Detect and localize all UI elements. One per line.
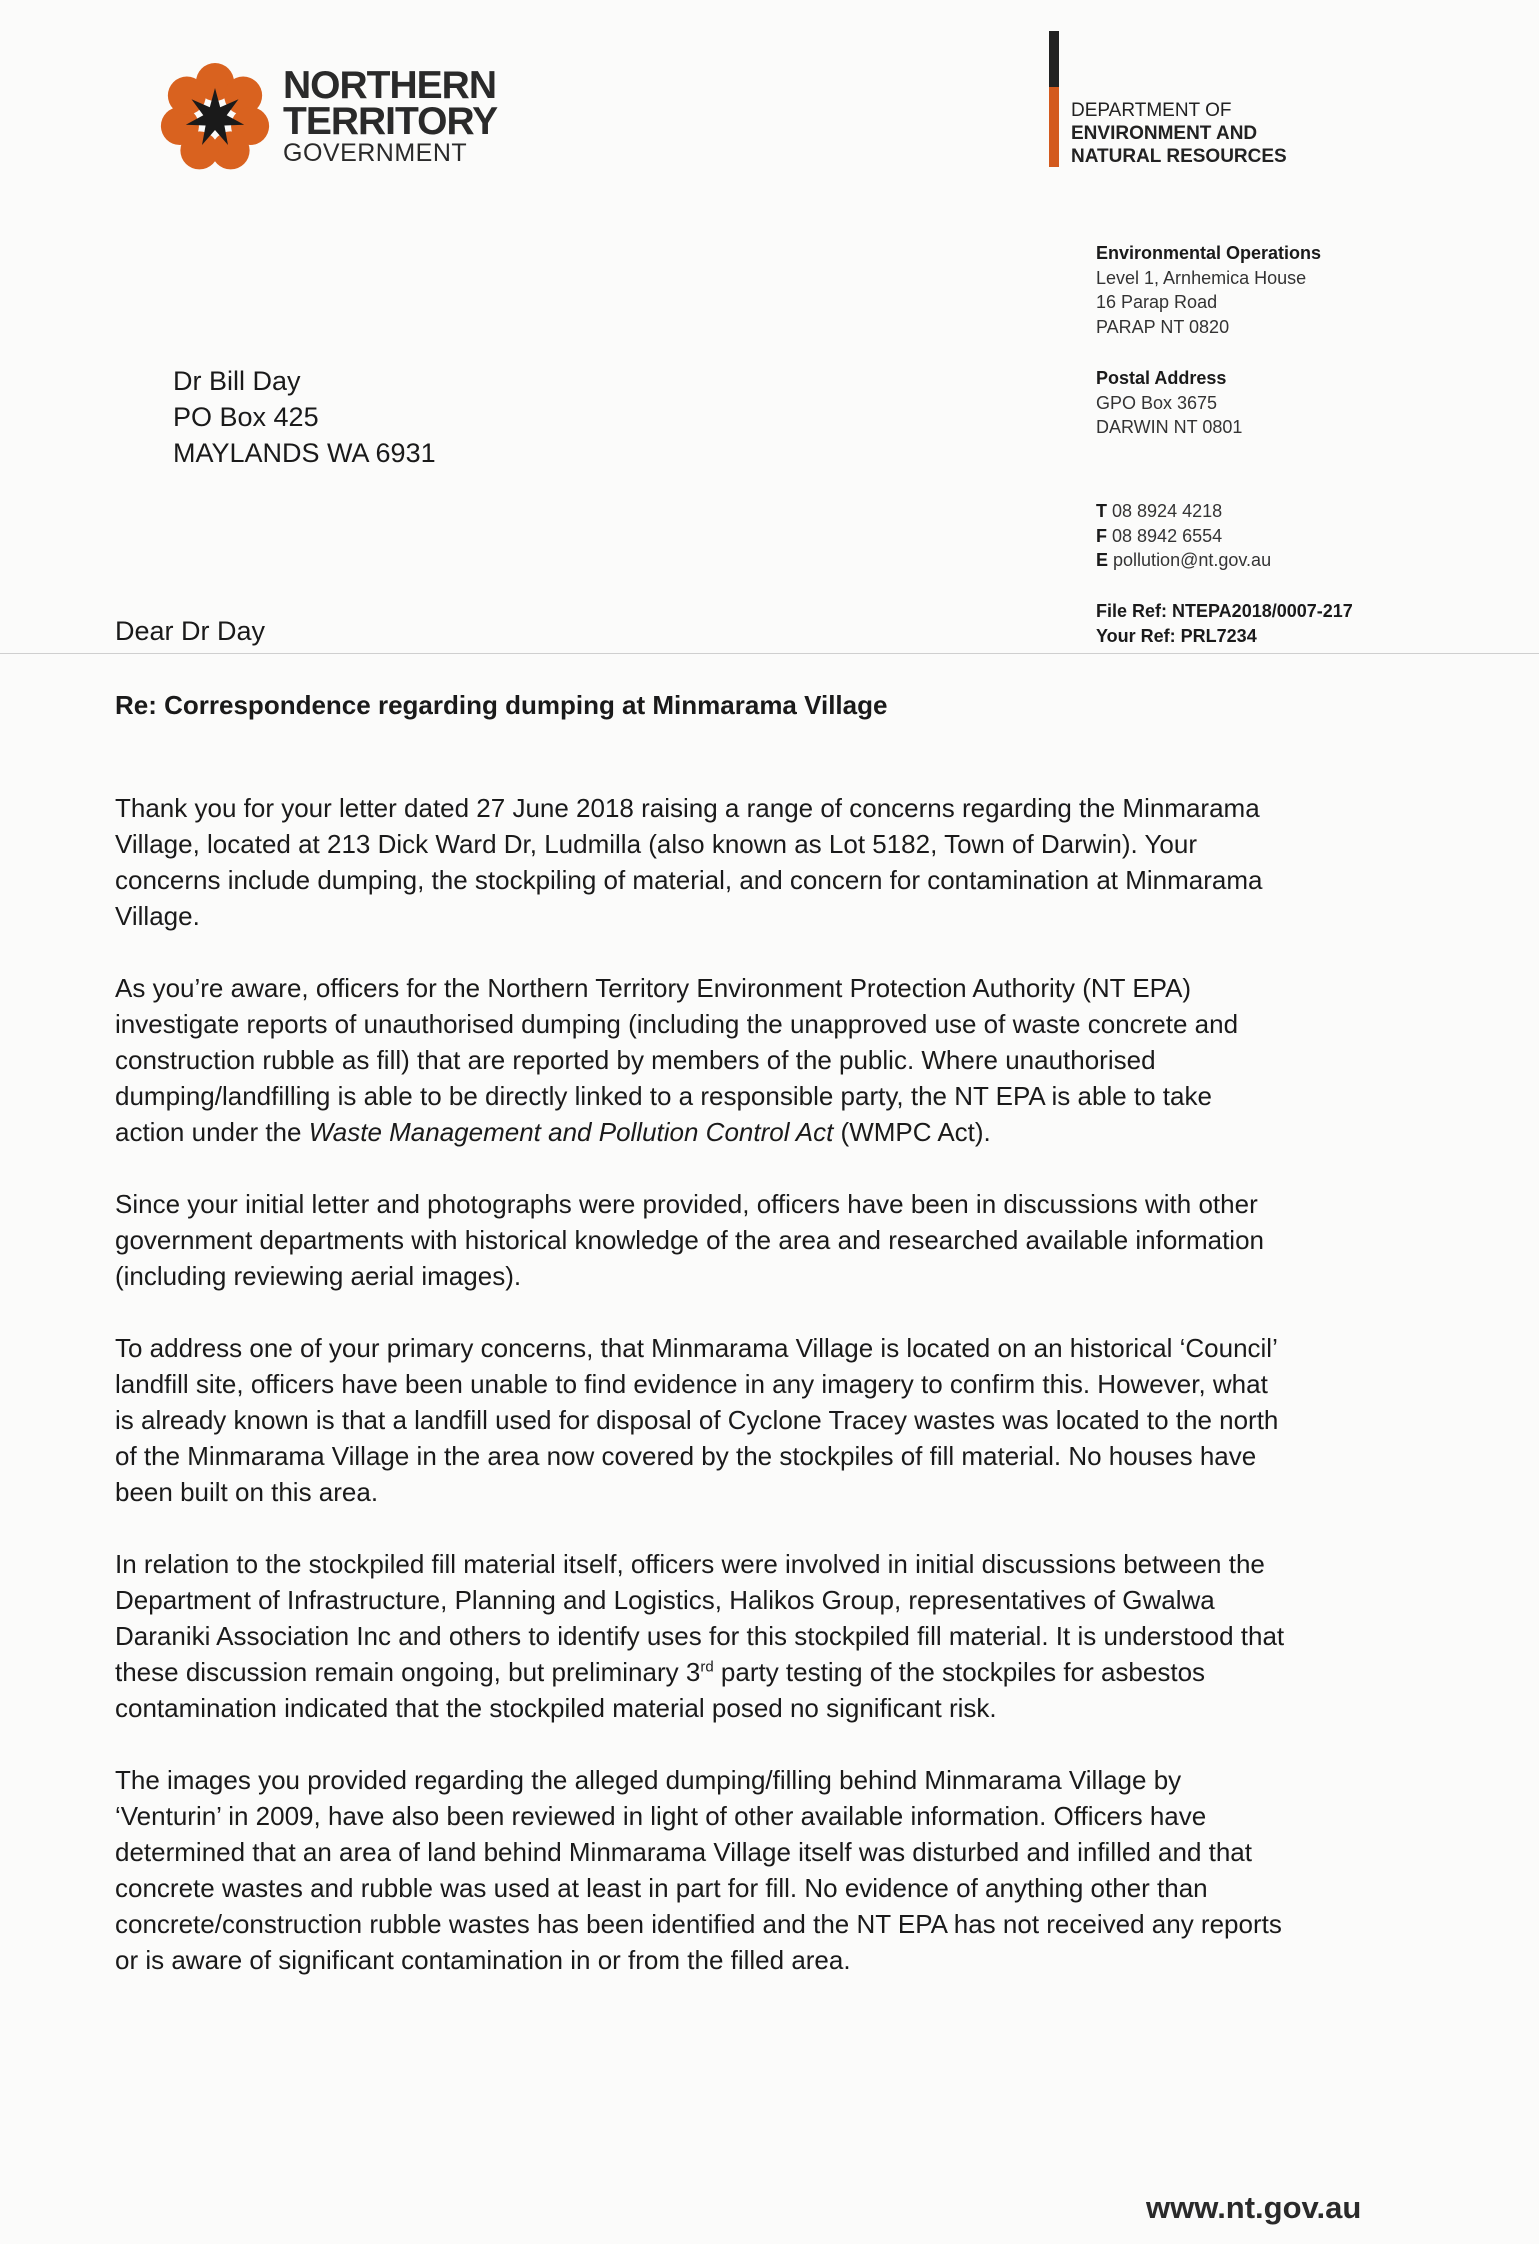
fax-line bbox=[1096, 524, 1271, 549]
p1-line: Thank you for your letter dated 27 June 2018 raising a range of concerns regarding the Minmarama bbox=[115, 793, 1260, 823]
department-line-3: NATURAL RESOURCES bbox=[1071, 146, 1287, 167]
postal-address bbox=[1096, 366, 1242, 440]
p2-line: construction rubble as fill) that are reported by members of the public. Where unauthorised bbox=[115, 1045, 1156, 1075]
phone-label: T bbox=[1096, 501, 1107, 521]
paragraph-1 bbox=[115, 790, 1415, 934]
p4-line: of the Minmarama Village in the area now covered by the stockpiles of fill material. No houses have bbox=[115, 1441, 1257, 1471]
paragraph-5 bbox=[115, 1546, 1415, 1726]
fax-value: 08 8942 6554 bbox=[1112, 525, 1223, 546]
office-line-2: 16 Parap Road bbox=[1096, 292, 1218, 312]
p6-line: concrete/construction rubble wastes has been identified and the NT EPA has not received any reports bbox=[115, 1909, 1282, 1939]
p5-line: Department of Infrastructure, Planning and Logistics, Halikos Group, representatives of Gwalwa bbox=[115, 1585, 1215, 1615]
logo-wordmark bbox=[283, 64, 498, 167]
p2-line: dumping/landfilling is able to be directly linked to a responsible party, the NT EPA is able to take bbox=[115, 1081, 1212, 1111]
department-bar-accent bbox=[1049, 87, 1059, 167]
letter-body bbox=[115, 790, 1415, 2014]
department-line-1: DEPARTMENT OF bbox=[1071, 100, 1232, 121]
recipient-box: PO Box 425 bbox=[173, 402, 319, 432]
p5-line-4-pre: these discussion remain ongoing, but preliminary 3 bbox=[115, 1657, 701, 1687]
phone-line bbox=[1096, 499, 1271, 524]
recipient-suburb: MAYLANDS WA 6931 bbox=[173, 438, 436, 468]
department-name bbox=[1071, 99, 1287, 168]
your-ref: Your Ref: PRL7234 bbox=[1096, 625, 1257, 646]
p4-line: been built on this area. bbox=[115, 1477, 379, 1507]
p3-line: (including reviewing aerial images). bbox=[115, 1261, 522, 1291]
logo-line-3: GOVERNMENT bbox=[283, 139, 468, 167]
footer-website: www.nt.gov.au bbox=[1146, 2190, 1362, 2225]
logo-line-1: NORTHERN bbox=[283, 64, 496, 107]
logo-line-2: TERRITORY bbox=[283, 100, 498, 143]
p1-line: concerns include dumping, the stockpiling of material, and concern for contamination at Minmarama bbox=[115, 865, 1263, 895]
department-bar-dark bbox=[1049, 31, 1059, 87]
fold-line bbox=[0, 653, 1539, 654]
p5-line-5: contamination indicated that the stockpiled material posed no significant risk. bbox=[115, 1693, 997, 1723]
p2-line-last bbox=[115, 1114, 1415, 1150]
postal-heading: Postal Address bbox=[1096, 368, 1227, 388]
p1-line: Village. bbox=[115, 901, 200, 931]
salutation: Dear Dr Day bbox=[115, 616, 266, 646]
phone-value: 08 8924 4218 bbox=[1112, 501, 1223, 521]
postal-line-1: GPO Box 3675 bbox=[1096, 392, 1218, 413]
office-address bbox=[1096, 241, 1321, 339]
act-title: Waste Management and Pollution Control Act bbox=[308, 1117, 834, 1147]
contact-details bbox=[1096, 499, 1271, 573]
p3-line: government departments with historical knowledge of the area and researched available information bbox=[115, 1225, 1264, 1255]
paragraph-2 bbox=[115, 970, 1415, 1150]
ordinal-suffix: rd bbox=[700, 1658, 714, 1676]
p5-line: In relation to the stockpiled fill material itself, officers were involved in initial discussions between the bbox=[115, 1549, 1265, 1579]
p5-line: Daraniki Association Inc and others to identify uses for this stockpiled fill material. It is understood that bbox=[115, 1621, 1285, 1651]
paragraph-3 bbox=[115, 1186, 1415, 1294]
fax-label: F bbox=[1096, 525, 1107, 546]
paragraph-4 bbox=[115, 1330, 1415, 1510]
office-heading: Environmental Operations bbox=[1096, 243, 1322, 263]
p2-last-pre: action under the bbox=[115, 1117, 309, 1147]
email-value: pollution@nt.gov.au bbox=[1113, 550, 1272, 570]
p5-line-4 bbox=[115, 1654, 1415, 1690]
email-label: E bbox=[1096, 550, 1109, 570]
subject-line: Re: Correspondence regarding dumping at Minmarama Village bbox=[115, 690, 888, 720]
p2-line: As you’re aware, officers for the Northern Territory Environment Protection Authority (NT EPA) bbox=[115, 973, 1192, 1003]
reference-numbers bbox=[1096, 599, 1353, 648]
desert-rose-icon bbox=[155, 58, 275, 178]
paragraph-6 bbox=[115, 1762, 1415, 1978]
p3-line: Since your initial letter and photographs were provided, officers have been in discussions with other bbox=[115, 1189, 1258, 1219]
p1-line: Village, located at 213 Dick Ward Dr, Ludmilla (also known as Lot 5182, Town of Darwin). Your bbox=[115, 829, 1197, 859]
p4-line: is already known is that a landfill used for disposal of Cyclone Tracey wastes was located to the north bbox=[115, 1405, 1279, 1435]
recipient-name: Dr Bill Day bbox=[173, 366, 301, 396]
postal-line-2: DARWIN NT 0801 bbox=[1096, 417, 1243, 437]
p4-line: To address one of your primary concerns, that Minmarama Village is located on an historical ‘Council’ bbox=[115, 1333, 1278, 1363]
p2-last-post: (WMPC Act). bbox=[833, 1117, 991, 1147]
p6-line: ‘Venturin’ in 2009, have also been reviewed in light of other available information. Officers have bbox=[115, 1801, 1207, 1831]
p2-line: investigate reports of unauthorised dumping (including the unapproved use of waste concrete and bbox=[115, 1009, 1239, 1039]
p4-line: landfill site, officers have been unable to find evidence in any imagery to confirm this. However, what bbox=[115, 1369, 1268, 1399]
p5-line-4-post: party testing of the stockpiles for asbestos bbox=[713, 1657, 1206, 1687]
recipient-address bbox=[173, 363, 436, 471]
p6-line: concrete wastes and rubble was used at least in part for fill. No evidence of anything other than bbox=[115, 1873, 1208, 1903]
department-line-2: ENVIRONMENT AND bbox=[1071, 123, 1258, 144]
nt-government-logo bbox=[155, 58, 498, 178]
p6-line: or is aware of significant contamination in or from the filled area. bbox=[115, 1945, 851, 1975]
p6-line: The images you provided regarding the alleged dumping/filling behind Minmarama Village by bbox=[115, 1765, 1182, 1795]
email-line bbox=[1096, 548, 1271, 573]
file-ref: File Ref: NTEPA2018/0007-217 bbox=[1096, 601, 1353, 621]
office-line-3: PARAP NT 0820 bbox=[1096, 316, 1230, 337]
p6-line: determined that an area of land behind Minmarama Village itself was disturbed and infilled and that bbox=[115, 1837, 1252, 1867]
office-line-1: Level 1, Arnhemica House bbox=[1096, 267, 1307, 288]
